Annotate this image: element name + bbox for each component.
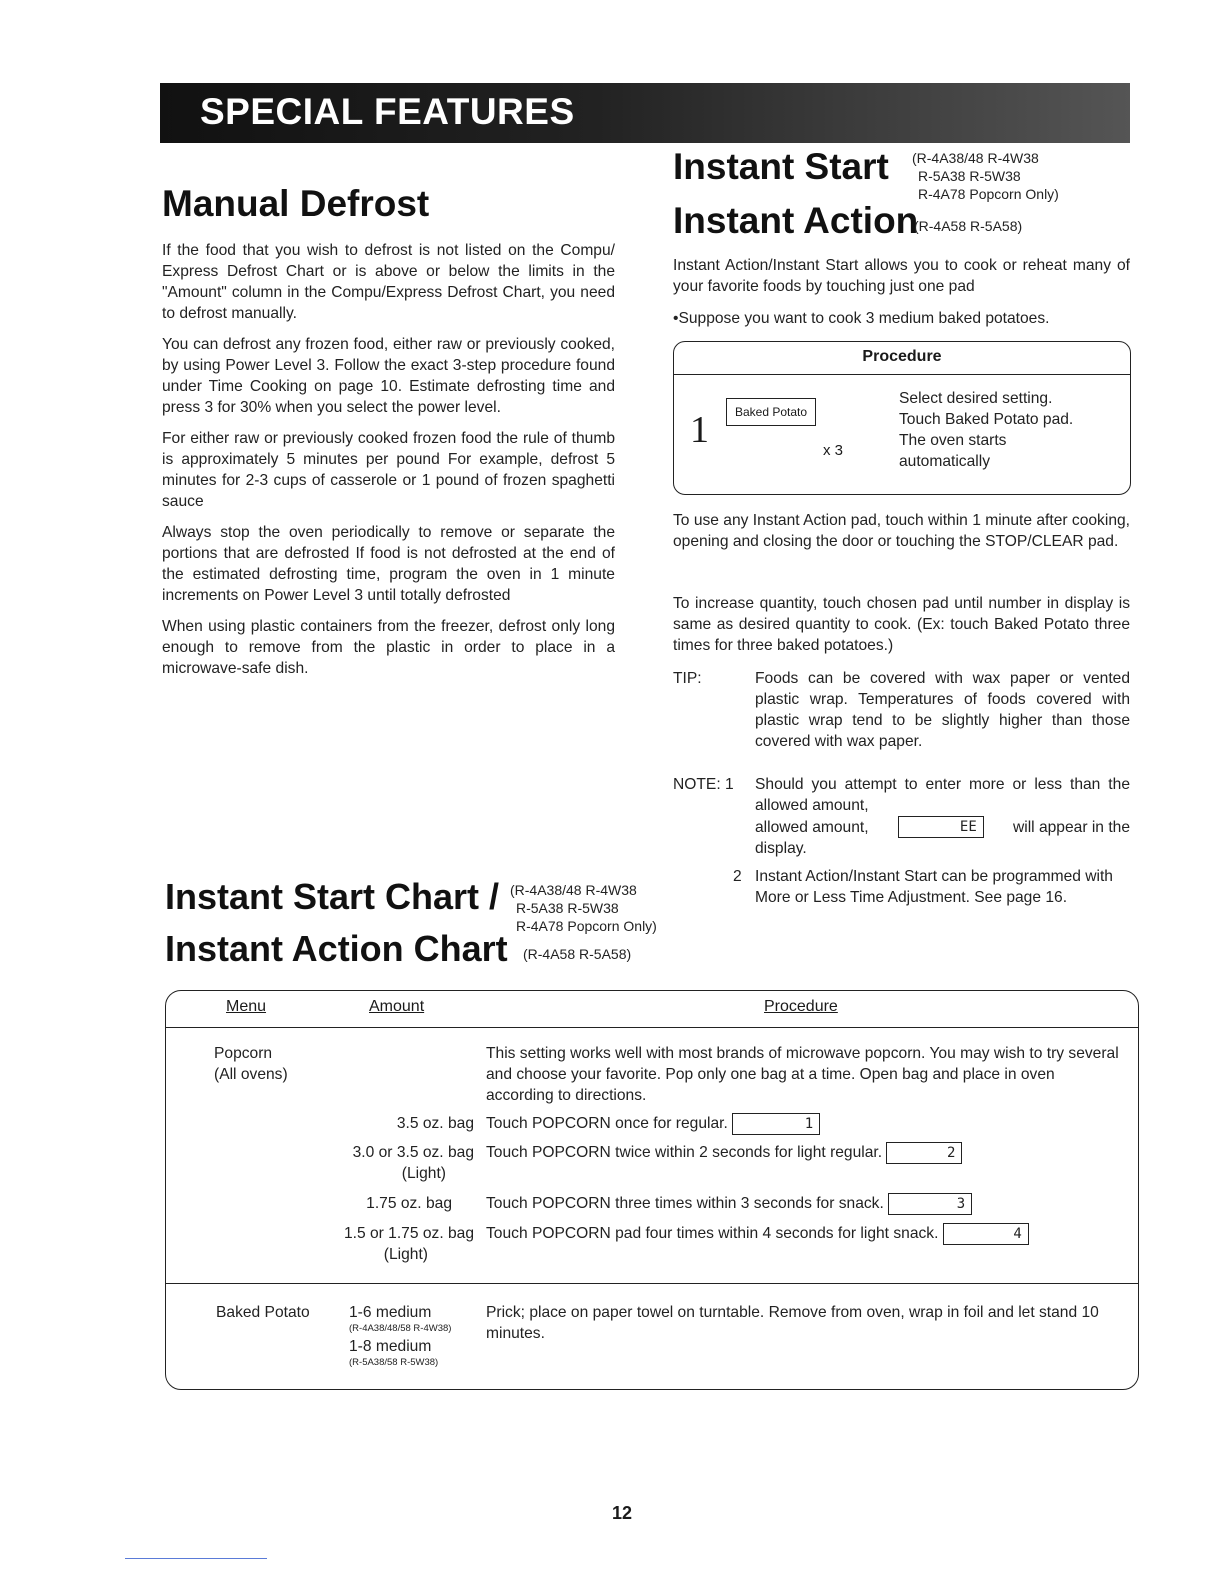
instant-para-1: To use any Instant Action pad, touch within 1 minute after cooking, opening and closing the door or touching the STOP/CLEAR pad.	[673, 512, 1130, 550]
paragraph: You can defrost any frozen food, either raw or previously cooked, by using Power Level 3. Follow the exact 3-step procedure found under Time Cooking on page 10. Estimate defrosting time and press 3 for 30% when you select the power level.	[162, 336, 615, 416]
instant-start-title: Instant Start	[673, 146, 889, 187]
popcorn-amount-2: 3.0 or 3.5 oz. bag	[352, 1144, 474, 1161]
popcorn-amount-3: 1.75 oz. bag	[366, 1195, 452, 1212]
manual-defrost-title: Manual Defrost	[162, 183, 430, 224]
model-line: (R-4A38/48 R-4W38	[912, 150, 1039, 166]
banner-title: SPECIAL FEATURES	[200, 91, 575, 132]
procedure-text: Touch POPCORN pad four times within 4 seconds for light snack.	[486, 1225, 939, 1243]
paragraph: When using plastic containers from the freezer, defrost only long enough to remove from the plastic in order to place in a microwave-safe dish.	[162, 618, 615, 677]
procedure-line: Touch Baked Potato pad.	[899, 411, 1074, 428]
section-banner	[160, 83, 1130, 143]
procedure-text: Touch POPCORN three times within 3 seconds for snack.	[486, 1195, 884, 1213]
instant-intro: Instant Action/Instant Start allows you to cook or reheat many of your favorite foods by touching just one pad	[673, 257, 1130, 295]
procedure-box	[673, 341, 1131, 495]
footer-rule	[125, 1558, 267, 1559]
model-note: (R-5A38/58 R-5W38)	[349, 1357, 439, 1368]
manual-defrost-body	[162, 240, 615, 689]
amount-text: 1-6 medium	[349, 1304, 432, 1321]
procedure-text: Touch POPCORN once for regular.	[486, 1115, 728, 1133]
column-header-amount: Amount	[369, 998, 425, 1015]
baked-potato-pad: Baked Potato	[726, 398, 816, 426]
potato-amounts	[349, 1302, 451, 1368]
menu-label: Popcorn	[214, 1045, 273, 1062]
model-line: R-4A78 Popcorn Only)	[516, 918, 657, 934]
note-text: Should you attempt to enter more or less than the allowed amount,	[755, 776, 1130, 814]
chart-title-2-models: (R-4A58 R-5A58)	[523, 946, 632, 962]
chart-title-1: Instant Start Chart /	[165, 876, 500, 917]
model-line: (R-4A38/48 R-4W38	[510, 882, 637, 898]
procedure-line: The oven starts	[899, 432, 1007, 449]
display-readout	[732, 1113, 820, 1135]
popcorn-amount-4-note: (Light)	[383, 1246, 428, 1263]
popcorn-amount-4: 1.5 or 1.75 oz. bag	[343, 1225, 474, 1242]
display-value: 2	[947, 1145, 956, 1161]
procedure-line: Select desired setting.	[899, 390, 1053, 407]
display-value: EE	[959, 819, 977, 835]
note-2-number: 2	[733, 868, 742, 885]
amount-text: 1-8 medium	[349, 1338, 432, 1355]
popcorn-intro: This setting works well with most brands of microwave popcorn. You may wish to try several and choose your favorite. Pop only one bag at a time. Open bag and place in oven according to directions.	[486, 1045, 1119, 1104]
instant-suppose: •Suppose you want to cook 3 medium baked potatoes.	[673, 310, 1050, 327]
paragraph: Always stop the oven periodically to remove or separate the portions that are defrosted If food is not defrosted at the end of the estimated defrosting time, program the oven in 1 minute increments on Power Level 3 until totally defrosted	[162, 524, 615, 604]
instant-action-models: (R-4A58 R-5A58)	[914, 218, 1023, 234]
display-readout	[898, 816, 984, 838]
popcorn-proc-1	[486, 1113, 820, 1135]
chart-title-1-models	[510, 881, 657, 935]
paragraph: For either raw or previously cooked frozen food the rule of thumb is approximately 5 minutes per pound For example, defrost 5 minutes for 2-3 cups of casserole or 1 pound of frozen spaghetti sauce	[162, 430, 615, 510]
note-text: allowed amount,	[755, 818, 869, 836]
page-number: 12	[612, 1503, 633, 1523]
header-divider	[166, 1027, 1138, 1028]
popcorn-amount-2-note: (Light)	[401, 1165, 446, 1182]
instant-para-2: To increase quantity, touch chosen pad until number in display is same as desired quantity to cook. (Ex: touch Baked Potato three times for three baked potatoes.)	[673, 595, 1130, 654]
note-label: NOTE: 1	[673, 776, 734, 793]
popcorn-proc-3	[486, 1193, 972, 1215]
instant-action-title: Instant Action	[673, 200, 919, 241]
menu-baked-potato: Baked Potato	[216, 1304, 310, 1321]
popcorn-amount-1: 3.5 oz. bag	[396, 1115, 474, 1132]
step-number: 1	[690, 409, 709, 451]
tip-text: Foods can be covered with wax paper or vented plastic wrap. Temperatures of foods covered with plastic wrap tend to be slightly higher than those covered with wax paper.	[755, 670, 1130, 750]
popcorn-proc-4	[486, 1223, 1029, 1245]
display-readout	[888, 1193, 972, 1215]
chart-title-2: Instant Action Chart	[165, 928, 508, 969]
paragraph: If the food that you wish to defrost is not listed on the Compu/ Express Defrost Chart or is above or below the limits in the "Amount" column in the Compu/Express Defrost Chart, you need to defrost manually.	[162, 242, 615, 322]
display-readout	[943, 1223, 1029, 1245]
procedure-line: automatically	[899, 453, 991, 470]
column-header-menu: Menu	[226, 998, 267, 1015]
divider	[674, 374, 1130, 375]
model-line: R-5A38 R-5W38	[516, 900, 619, 916]
display-value: 3	[956, 1196, 966, 1212]
note-line	[755, 816, 1130, 838]
press-count: x 3	[823, 442, 844, 459]
model-line: R-5A38 R-5W38	[918, 168, 1021, 184]
row-divider	[166, 1283, 1138, 1284]
popcorn-proc-2	[486, 1142, 962, 1164]
instant-start-models	[912, 149, 1059, 203]
note-text: will appear in the	[1012, 818, 1130, 836]
display-value: 1	[804, 1116, 814, 1132]
note-2: Instant Action/Instant Start can be programmed with More or Less Time Adjustment. See page 16.	[755, 868, 1113, 906]
display-readout	[886, 1142, 962, 1164]
display-value: 4	[1013, 1226, 1022, 1242]
menu-sublabel: (All ovens)	[214, 1066, 288, 1083]
note-1	[755, 774, 1130, 859]
menu-popcorn	[214, 1043, 288, 1085]
tip-label: TIP:	[673, 670, 702, 687]
model-line: R-4A78 Popcorn Only)	[918, 186, 1059, 202]
potato-procedure: Prick; place on paper towel on turntable. Remove from oven, wrap in foil and let stand 10 minutes.	[486, 1304, 1099, 1342]
column-header-procedure: Procedure	[764, 998, 838, 1015]
procedure-steps	[899, 388, 1124, 472]
model-note: (R-4A38/48/58 R-4W38)	[349, 1323, 452, 1334]
procedure-text: Touch POPCORN twice within 2 seconds for light regular.	[486, 1144, 883, 1162]
procedure-title: Procedure	[862, 348, 942, 365]
note-text: display.	[755, 840, 807, 857]
